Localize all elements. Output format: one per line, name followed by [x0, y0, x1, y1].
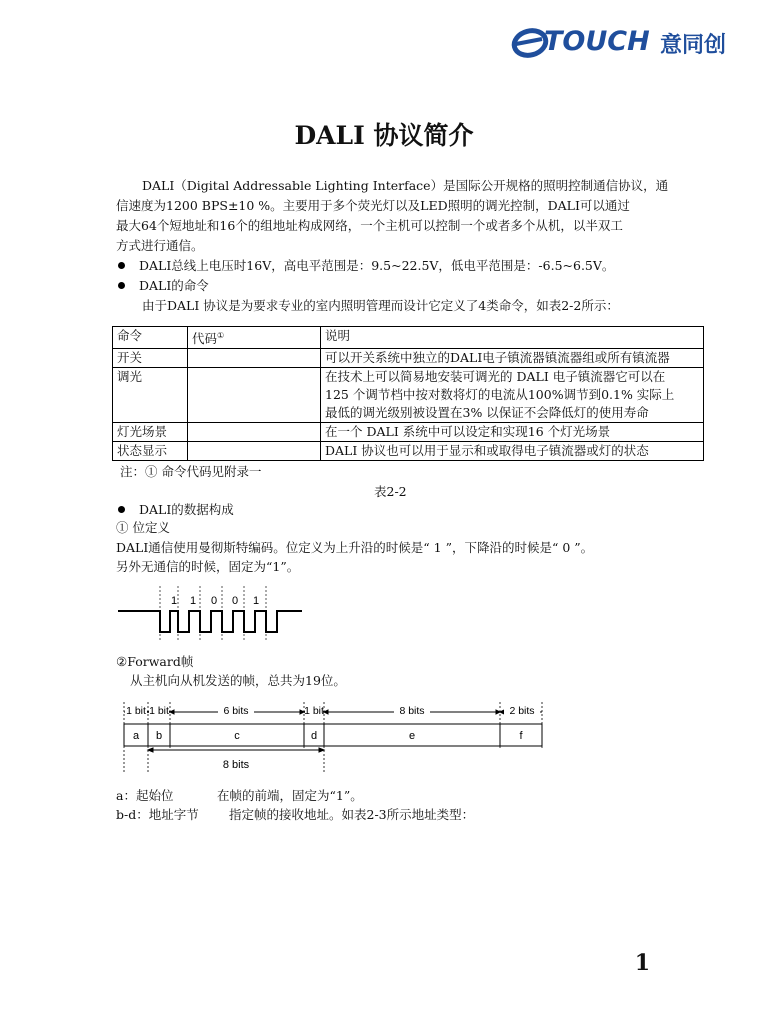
frame-top-label: 2 bits	[509, 705, 535, 717]
bit-definition-line-2: 另外无通信的时候，固定为“1”。	[116, 559, 300, 574]
frame-cell: c	[234, 730, 240, 742]
company-logo	[510, 22, 750, 62]
def-term-bd: b-d：地址字节	[116, 807, 199, 822]
table-row	[113, 423, 704, 442]
table-cell-desc	[321, 349, 704, 368]
bullet-icon	[118, 262, 125, 269]
bullet-voltage-text: DALI总线上电压时16V，高电平范围是：9.5~22.5V，低电平范围是：-6.5~6.5V。	[139, 258, 615, 273]
frame-cell: f	[519, 730, 523, 742]
frame-top-label: 1 bit	[126, 705, 146, 717]
commands-desc: 由于DALI 协议是为要求专业的室内照明管理而设计它定义了4类命令，如表2-2所示：	[142, 298, 619, 313]
table-desc-line: 最低的调光级别被设置在3% 以保证不会降低灯的使用寿命	[325, 405, 649, 421]
frame-top-label: 8 bits	[399, 705, 425, 717]
bit-label: 1	[170, 595, 178, 607]
bit-label: 1	[189, 595, 197, 607]
bit-label: 1	[252, 595, 260, 607]
table-row	[113, 368, 704, 423]
def-desc-a: 在帧的前端，固定为“1”。	[217, 788, 363, 803]
table-cell-cmd: 开关	[113, 349, 188, 368]
def-desc-bd: 指定帧的接收地址。如表2-3所示地址类型：	[229, 807, 475, 822]
frame-cell: e	[408, 730, 416, 742]
frame-cell: b	[155, 730, 163, 742]
bit-label: 0	[210, 595, 218, 607]
table-header-row	[113, 327, 704, 349]
waveform-line	[118, 611, 302, 632]
bullet-voltage	[118, 256, 614, 276]
page-number: 1	[634, 950, 650, 976]
logo-brand: TOUCH	[544, 26, 650, 57]
table-cell-cmd: 状态显示	[113, 442, 188, 461]
intro-line-2: 信速度为1200 BPS±10 %。主要用于多个荧光灯以及LED照明的调光控制，DALI可以通过	[116, 198, 630, 213]
table-cell-cmd: 灯光场景	[113, 423, 188, 442]
intro-line-1: DALI（Digital Addressable Lighting Interface）是国际公开规格的照明控制通信协议，通	[142, 178, 669, 193]
table-header-desc: 说明	[321, 327, 704, 349]
table-cell-code	[188, 442, 321, 461]
bit-label: 0	[231, 595, 239, 607]
frame-top-label: 1 bit	[149, 705, 169, 717]
bullet-commands-text: DALI的命令	[139, 278, 209, 293]
logo-brand-cn: 意同创	[660, 33, 727, 58]
table-cell-code	[188, 368, 321, 423]
table-desc-line: DALI 协议也可以用于显示和或取得电子镇流器或灯的状态	[325, 443, 649, 459]
table-cell-code	[188, 423, 321, 442]
bullet-icon	[118, 282, 125, 289]
page-title: DALI 协议简介	[294, 121, 474, 150]
table-cell-cmd: 调光	[113, 368, 188, 423]
intro-line-4: 方式进行通信。	[116, 238, 204, 253]
table-row	[113, 442, 704, 461]
frame-cell: d	[310, 730, 318, 742]
table-desc-line: 可以开关系统中独立的DALI电子镇流器镇流器组或所有镇流器	[325, 350, 670, 366]
frame-cell: a	[132, 730, 140, 742]
bullet-icon	[118, 506, 125, 513]
table-desc-line: 在技术上可以简易地安装可调光的 DALI 电子镇流器它可以在	[325, 369, 666, 385]
table-cell-code	[188, 349, 321, 368]
bit-definition-heading: ① 位定义	[116, 520, 170, 535]
manchester-waveform	[116, 584, 306, 646]
table-caption: 表2-2	[374, 484, 407, 499]
def-term-a: a：起始位	[116, 788, 174, 803]
intro-line-3: 最大64个短地址和16个的组地址构成网络，一个主机可以控制一个或者多个从机，以半双工	[116, 218, 623, 233]
table-note: 注：① 命令代码见附录一	[120, 464, 262, 479]
frame-top-label: 6 bits	[223, 705, 249, 717]
bullet-data	[118, 500, 234, 520]
table-header-code	[188, 327, 321, 349]
table-desc-line: 125 个调节档中按对数将灯的电流从100%调节到0.1% 实际上	[325, 387, 675, 403]
command-table	[112, 326, 704, 461]
frame-bottom-label: 8 bits	[222, 759, 250, 771]
forward-frame-desc: 从主机向从机发送的帧，总共为19位。	[130, 673, 346, 688]
forward-frame-heading: ②Forward帧	[116, 654, 194, 669]
table-cell-desc	[321, 368, 704, 423]
bit-definition-line-1: DALI通信使用曼彻斯特编码。位定义为上升沿的时候是“ 1 ”，下降沿的时候是“ 0 ”。	[116, 540, 594, 555]
data-heading: DALI的数据构成	[139, 502, 234, 517]
table-header-code-label: 代码	[192, 331, 218, 347]
forward-frame-diagram	[118, 700, 548, 778]
table-cell-desc	[321, 442, 704, 461]
table-cell-desc	[321, 423, 704, 442]
frame-top-label: 1 bit	[304, 705, 324, 717]
footnote-mark: ①	[217, 331, 225, 340]
table-row	[113, 349, 704, 368]
bullet-commands	[118, 276, 209, 296]
table-desc-line: 在一个 DALI 系统中可以设定和实现16 个灯光场景	[325, 424, 611, 440]
table-header-cmd: 命令	[113, 327, 188, 349]
